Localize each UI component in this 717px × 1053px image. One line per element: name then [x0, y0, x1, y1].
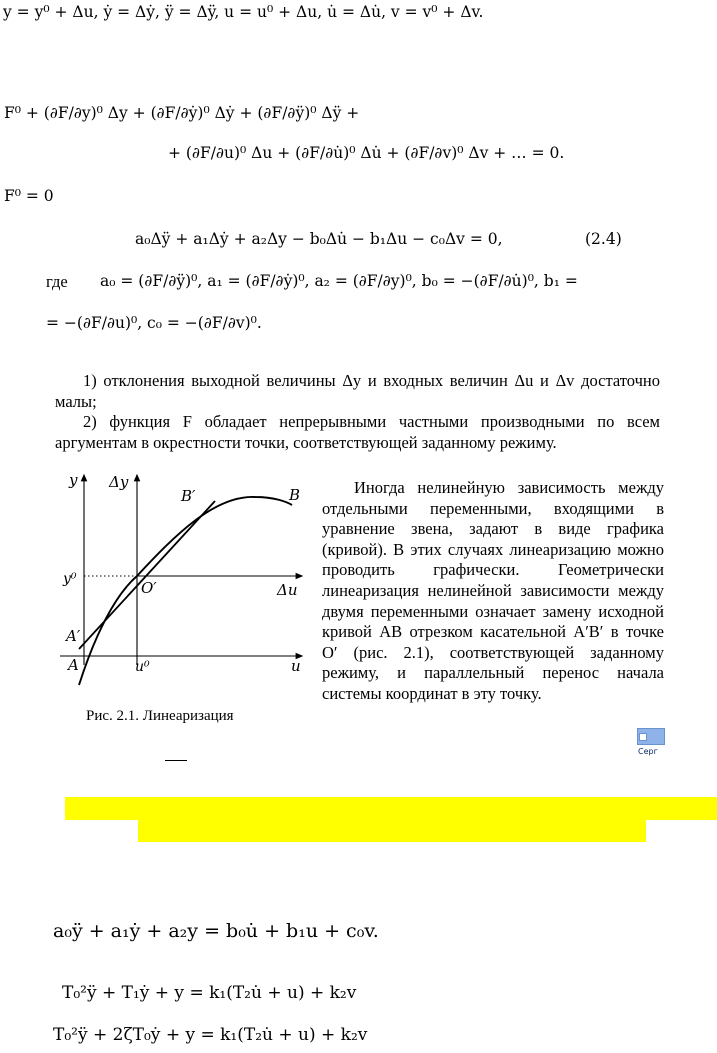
- side-paragraph: Иногда нелинейную зависимость между отдельными переменными, входящими в уравнение звена, задают в виде графика (кривой). В этих случаях линеаризацию можно проводить графически. Геометрически линеаризация нелинейной зависимости между двумя переменными означает замену исходной кривой AB отрезком касательной A′B′ в точке O′ (рис. 2.1), соответствующей заданному режиму, и параллельный перенос начала системы координат в эту точку.: [322, 478, 664, 703]
- damping-equation: T₀²ÿ + 2ζT₀ẏ + y = k₁(T₂u̇ + u) + k₂v: [53, 1025, 368, 1045]
- figure-caption: Рис. 2.1. Линеаризация: [86, 708, 234, 724]
- differential-equation: a₀ÿ + a₁ẏ + a₂y = b₀u̇ + b₁u + c₀v.: [53, 920, 379, 942]
- label-a-prime: A′: [66, 627, 81, 645]
- substitution-line: y = y⁰ + Δu, ẏ = Δẏ, ÿ = Δÿ, u = u⁰ + Δu, u̇ = Δu̇, v = v⁰ + Δv.: [3, 3, 484, 21]
- taylor-line-1: F⁰ + (∂F/∂y)⁰ Δy + (∂F/∂ẏ)⁰ Δẏ + (∂F/∂ÿ)⁰ Δÿ +: [4, 104, 360, 122]
- taylor-line-2: + (∂F/∂u)⁰ Δu + (∂F/∂u̇)⁰ Δu̇ + (∂F/∂v)⁰ Δv + … = 0.: [168, 144, 565, 162]
- tangent-line: [79, 501, 215, 649]
- equation-number-2-4: (2.4): [585, 230, 622, 248]
- f-zero-equation: F⁰ = 0: [4, 187, 54, 205]
- sergei-badge[interactable]: [637, 728, 665, 756]
- label-o-prime: O′: [141, 579, 157, 597]
- yellow-highlight-top: [65, 797, 717, 820]
- label-y0: y⁰: [63, 571, 77, 587]
- badge-label: Серг: [638, 747, 658, 756]
- coefficients-line-2: = −(∂F/∂u)⁰, c₀ = −(∂F/∂v)⁰.: [46, 314, 262, 332]
- label-y: y: [69, 471, 78, 489]
- label-u: u: [291, 657, 301, 675]
- label-u0: u⁰: [135, 659, 150, 675]
- equation-2-4: a₀Δÿ + a₁Δẏ + a₂Δy − b₀Δu̇ − b₁Δu − c₀Δv = 0,: [135, 230, 503, 248]
- badge-icon: [639, 733, 647, 741]
- short-rule: [165, 760, 187, 761]
- coefficients-line-1: a₀ = (∂F/∂ÿ)⁰, a₁ = (∂F/∂ẏ)⁰, a₂ = (∂F/∂y)⁰, b₀ = −(∂F/∂u̇)⁰, b₁ =: [100, 272, 578, 290]
- side-paragraph-block: [322, 478, 664, 705]
- nonlinear-curve: [79, 497, 292, 685]
- label-b-prime: B′: [181, 487, 196, 505]
- time-constant-equation: T₀²ÿ + T₁ẏ + y = k₁(T₂u̇ + u) + k₂v: [62, 983, 357, 1003]
- yellow-highlight-bottom: [138, 820, 646, 842]
- label-b: B: [289, 486, 301, 504]
- where-label: где: [46, 272, 68, 291]
- label-a: A: [68, 656, 79, 674]
- condition-2: 2) функция F обладает непрерывными частными производными по всем аргументам в окрестности точки, соответствующей заданному режиму.: [55, 412, 660, 452]
- condition-1: 1) отклонения выходной величины Δy и входных величин Δu и Δv достаточно малы;: [55, 371, 660, 411]
- label-delta-u: Δu: [277, 581, 298, 599]
- conditions-block: [55, 371, 660, 453]
- linearization-figure: [55, 465, 315, 685]
- label-delta-y: Δy: [109, 473, 129, 491]
